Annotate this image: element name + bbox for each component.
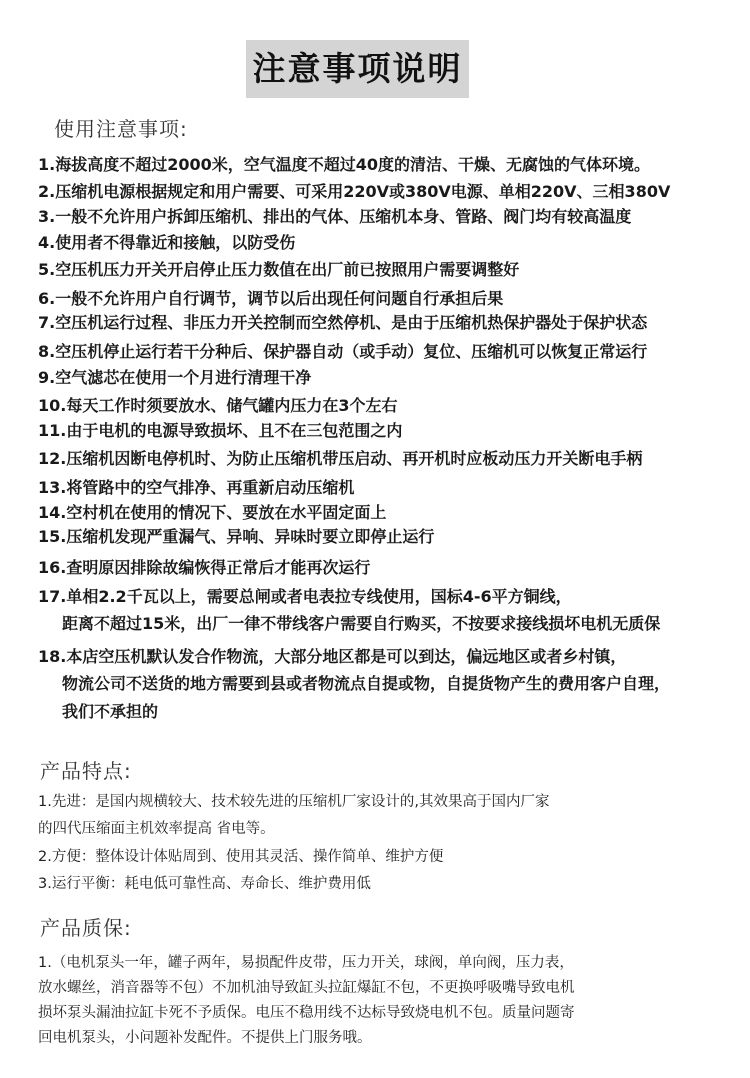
usage-line: 距离不超过15米，出厂一律不带线客户需要自行购买，不按要求接线损坏电机无质保 [62,614,661,633]
usage-line: 15.压缩机发现严重漏气、异响、异味时要立即停止运行 [38,527,435,546]
warranty-line: 损坏泵头漏油拉缸卡死不予质保。电压不稳用线不达标导致烧电机不包。质量问题寄 [38,1005,575,1021]
usage-line: 1.海拔高度不超过2000米，空气温度不超过40度的清洁、干燥、无腐蚀的气体环境。 [38,155,651,174]
usage-line: 13.将管路中的空气排净、再重新启动压缩机 [38,478,355,497]
usage-line: 8.空压机停止运行若干分种后、保护器自动（或手动）复位、压缩机可以恢复正常运行 [38,342,648,361]
usage-line: 11.由于电机的电源导致损坏、且不在三包范围之内 [38,421,403,440]
warranty-line: 放水螺丝，消音器等不包）不加机油导致缸头拉缸爆缸不包，不更换呼吸嘴导致电机 [38,980,575,996]
usage-line: 9.空气滤芯在使用一个月进行清理干净 [38,368,312,387]
usage-line: 物流公司不送货的地方需要到县或者物流点自提或物，自提货物产生的费用客户自理， [62,674,671,693]
usage-heading: 使用注意事项: [54,117,188,141]
warranty-line: 回电机泵头，小问题补发配件。不提供上门服务哦。 [38,1030,372,1046]
features-line: 的四代压缩面主机效率提高 省电等。 [38,821,275,837]
usage-line: 17.单相2.2千瓦以上，需要总闸或者电表拉专线使用，国标4-6平方铜线， [38,587,572,606]
features-line: 3.运行平衡：耗电低可靠性高、寿命长、维护费用低 [38,876,371,892]
usage-line: 7.空压机运行过程、非压力开关控制而空然停机、是由于压缩机热保护器处于保护状态 [38,313,648,332]
usage-line: 10.每天工作时须要放水、储气罐内压力在3个左右 [38,396,398,415]
page-title: 注意事项说明 [252,49,463,88]
features-line: 1.先进：是国内规横较大、技术较先进的压缩机厂家设计的,其效果高于国内厂家 [38,794,550,810]
usage-line: 3.一般不允许用户拆卸压缩机、排出的气体、压缩机本身、管路、阀门均有较高温度 [38,207,632,226]
usage-line: 2.压缩机电源根据规定和用户需要、可采用220V或380V电源、单相220V、三相380V [38,182,671,201]
features-heading: 产品特点: [40,759,132,783]
usage-line: 我们不承担的 [62,702,159,721]
warranty-heading: 产品质保: [40,916,132,940]
usage-line: 16.查明原因排除故编恢得正常后才能再次运行 [38,558,371,577]
warranty-line: 1.（电机泵头一年，罐子两年，易损配件皮带，压力开关，球阀，单向阀，压力表， [38,955,574,971]
usage-line: 14.空村机在使用的情况下、要放在水平固定面上 [38,503,387,522]
usage-line: 6.一般不允许用户自行调节，调节以后出现任何问题自行承担后果 [38,289,504,308]
usage-line: 4.使用者不得靠近和接触，以防受伤 [38,233,296,252]
usage-line: 12.压缩机因断电停机时、为防止压缩机带压启动、再开机时应板动压力开关断电手柄 [38,449,643,468]
features-line: 2.方便：整体设计体贴周到、使用其灵活、操作简单、维护方便 [38,849,444,865]
usage-line: 18.本店空压机默认发合作物流，大部分地区都是可以到达，偏远地区或者乡村镇， [38,647,627,666]
usage-line: 5.空压机压力开关开启停止压力数值在出厂前已按照用户需要调整好 [38,260,520,279]
